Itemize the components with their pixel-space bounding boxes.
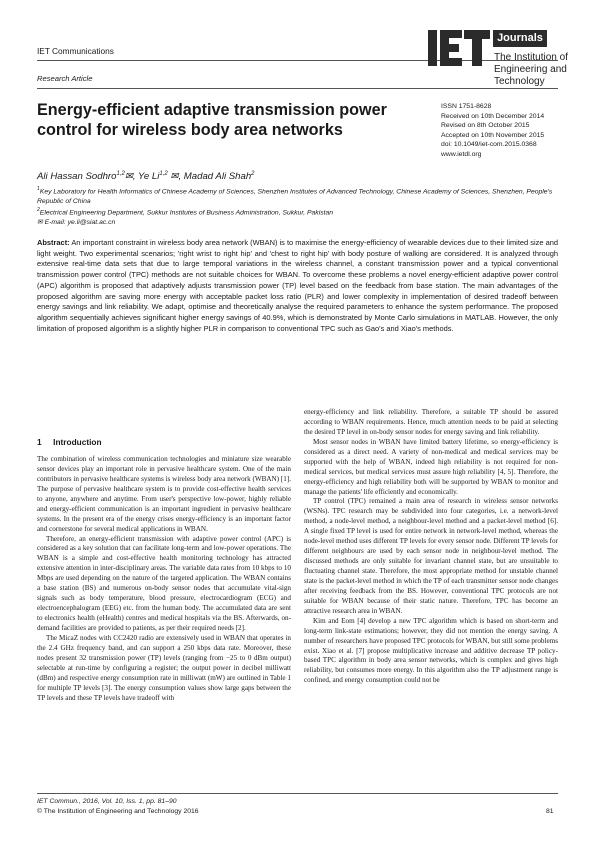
email-text: E-mail: ye.li@siat.ac.cn	[44, 219, 116, 227]
institution-line-2: Engineering and Technology	[494, 64, 567, 87]
author-1-affil: 1,2	[116, 171, 125, 177]
section-heading	[37, 437, 102, 447]
abstract-text: An important constraint in wireless body area network (WBAN) is to maximise the energy-efficiency of wearable devices due to their limited size and light weight. Two experimental scenarios; 'right wrist to right hip' and 'chest to right hip' with body posture of walking are considered. It is analyzed through extensive real-time data sets that due to large temporal variations in the wireless channel, a constant transmission power and a typical conventional transmission power control (TPC) methods are not suitable choices for WBAN. To overcome these problems a novel energy-efficient adaptive power control (APC) algorithm is proposed that adaptively adjusts transmission power (TP) level based on the feedback from base station. The main advantages of the proposed algorithm are saving more energy with acceptable packet loss ratio (PLR) and lower complexity in implementation of desired tradeoff between energy savings and link reliability. We adapt, optimise and theoretically analyse the required parameters to enhance the system performance. The proposed algorithm sequentially achieves significant higher energy savings of 40.9%, which is demonstrated by Monte Carlo simulations in MATLAB. However, the only limitation of proposed algorithm is a slightly higher PLR in comparison to conventional TPC such as Gao's and Xiao's methods.	[37, 238, 558, 333]
envelope-icon: ✉	[167, 171, 179, 183]
author-3: Madad Ali Shah	[183, 171, 252, 183]
header-rule-2	[37, 88, 558, 89]
journal-name: IET Communications	[37, 46, 114, 56]
issn: ISSN 1751-8628	[441, 103, 492, 110]
author-sep: ,	[132, 171, 139, 183]
affiliation-1	[37, 185, 567, 206]
paragraph: energy-efficiency and link reliability. Therefore, a suitable TP should be assured according to WBAN requirements. Hence, much attention needs to be paid at selecting the desired TP level in on-body sensor nodes for energy saving and link reliability.	[304, 408, 558, 436]
affiliation-1-num: 1	[37, 186, 40, 192]
article-type: Research Article	[37, 74, 93, 83]
paragraph: Most sensor nodes in WBAN have limited battery lifetime, so energy-efficiency is considered as a direct need. A variety of non-medical and medical services may be supported with the help of WBAN, indeed high reliability is not required for non-medical services, but medical services must assure high reliability [4, 5]. Therefore, the energy-efficiency and high reliability both will be supported by WBAN to monitor and manage the patients' life efficiently and economically.	[304, 437, 558, 496]
paragraph: Therefore, an energy-efficient transmission with adaptive power control (APC) is considered as a key solution that can facilitate long-term and low-power operations. The WBAN is a simple and cost-effective health monitoring technology has attracted extensive attention in inter-disciplinary areas. The variable data rates from 10 kbps to 10 Mbps are used depending on the nature of the targeted application. The WBAN contains a base station (BS) and numerous on-body sensor nodes that accumulate vital-sign signals such as body temperature, blood pressure, electrocardiogram (ECG) and electroencephalogram (EEG) etc. from the human body. The accumulated data are sent to electronics health (eHealth) centres and medical hospitals via the BS. Afterwards, on-demand facilities are provided to patients, as per their required needs [2].	[37, 534, 291, 632]
paragraph: The combination of wireless communication technologies and miniature size wearable sensor devices play an important role in pervasive healthcare system. One of the main contributors in pervasive healthcare systems is wireless body area network (WBAN) [1]. The purpose of pervasive healthcare system is to provide cost-effective health services to anyone, anywhere and anytime. From user's perspective low-power, highly reliable and energy-efficient communication is an important ingredient in pervasive healthcare systems. In the present era of the energy crises energy-efficiency is an important factor and cornerstone for several medical applications in WBAN.	[37, 455, 291, 533]
paragraph: Kim and Eom [4] develop a new TPC algorithm which is based on short-term and long-term link-state estimations; however, they did not mention the energy saving. A number of researchers have proposed TPC protocols for WBAN, but still some problems exist. Xiao et al. [7] propose multiplicative increase and additive decrease TP policy-based TPC algorithm in body area sensor networks, which is complex and gives high reliability, but consumes more energy. In this algorithm also the TP adjustment range is confined, and energy consumption could not be	[304, 616, 558, 685]
author-1-envelope: ✉	[124, 171, 133, 183]
accepted-date: Accepted on 10th November 2015	[441, 131, 545, 139]
corresponding-email[interactable]	[37, 218, 567, 228]
affiliations	[37, 185, 567, 228]
envelope-icon: ✉	[37, 219, 45, 227]
author-sep: ,	[178, 171, 184, 183]
right-column	[304, 408, 558, 686]
author-1: Ali Hassan Sodhro	[37, 171, 117, 183]
footer-copyright: © The Institution of Engineering and Technology 2016	[37, 808, 199, 815]
affiliation-1-text: Key Laboratory for Health Informatics of Chinese Academy of Sciences, Shenzhen Institutes of Advanced Technology, Chinese Academy of Sciences, Shenzhen, People's Republic of China	[37, 188, 553, 205]
institution-line-1: The Institution of	[494, 52, 568, 63]
website[interactable]: www.ietdl.org	[441, 150, 482, 158]
section-number: 1	[37, 437, 42, 447]
footer-citation: IET Commun., 2016, Vol. 10, Iss. 1, pp. 81–90	[37, 798, 177, 805]
section-title: Introduction	[53, 437, 102, 447]
article-meta	[441, 102, 544, 159]
author-list	[37, 171, 255, 182]
revised-date: Revised on 8th October 2015	[441, 122, 530, 129]
author-3-affil: 2	[251, 171, 255, 177]
received-date: Received on 10th December 2014	[441, 112, 545, 120]
paragraph: TP control (TPC) remained a main area of research in wireless sensor networks (WSNs). TPC research may be subdivided into four categories, i.e. a network-level method, a node-level method, a neighbour-level method and a packet-level method [6]. A single fixed TP level is used for entire network in network-level method, whereas the node-level method uses different TP levels for every sensor node. Different TP levels for different neighbours are used by each sensor node in neighbour-level method. The discussed methods are only suitable for invariant channel state, but are unsuitable to fluctuating channel state. Therefore, the most appropriate method for unstable channel state is the packet-level method in which the TP of each transmitter sensor node changes after receiving feedback from the BS. However, conventional TPC protocols are not suitable for WBAN because of their static nature. Therefore, TPC has become an attractive research area in WBAN.	[304, 497, 558, 615]
left-column	[37, 455, 291, 703]
author-2-affil: 1,2	[159, 171, 168, 177]
abstract	[37, 238, 558, 334]
doi[interactable]: doi: 10.1049/iet-com.2015.0368	[441, 141, 537, 148]
paragraph: The MicaZ nodes with CC2420 radio are extensively used in WBAN that operates in the 2.4 GHz frequency band, and can support a 250 kbps data rate. Moreover, these nodes present 32 transmission power (TP) levels (ranging from −25 to 0 dBm output) selectable at run-time by configuring a register; the output power in decibel milliwatt (dBm) and respective energy consumption rate in milliwatt (mW) are outlined in Table 1 for multiple TP levels [3]. The energy consumption values show large gaps between the TP levels and these TP levels have tradeoff with	[37, 633, 291, 702]
institution-name	[494, 52, 595, 88]
article-title: Energy-efficient adaptive transmission power control for wireless body area networks	[37, 101, 387, 139]
affiliation-2	[37, 206, 567, 218]
abstract-label: Abstract:	[37, 238, 70, 247]
iet-logo	[426, 28, 492, 68]
author-2: Ye Li	[138, 171, 160, 183]
page-number: 81	[546, 808, 554, 815]
footer-rule	[37, 793, 558, 794]
journals-badge: Journals	[493, 30, 547, 47]
affiliation-2-num: 2	[37, 207, 40, 214]
affiliation-2-text: Electrical Engineering Department, Sukkur Institutes of Business Administration, Sukkur, Pakistan	[39, 209, 334, 217]
